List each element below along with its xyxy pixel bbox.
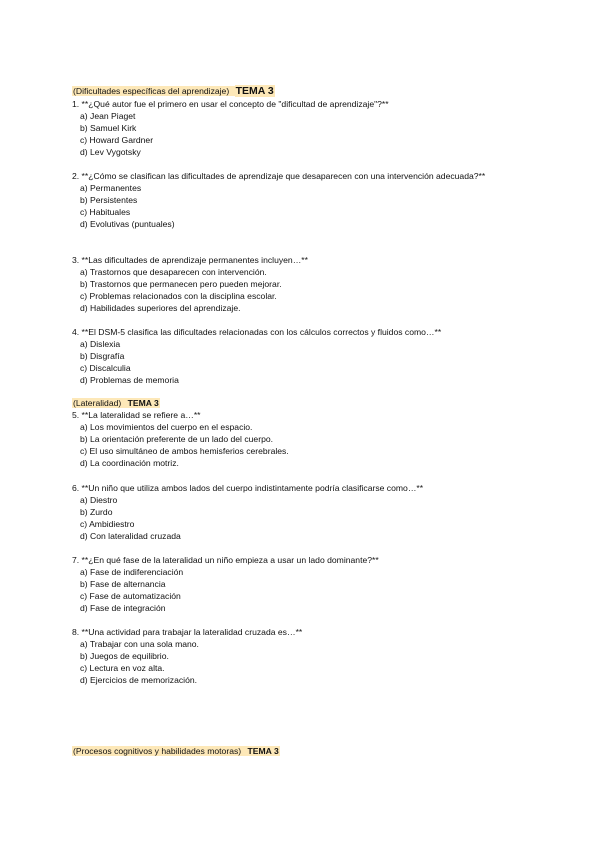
question-4 xyxy=(72,326,542,386)
answer-option: c) Problemas relacionados con la disciplina escolar. xyxy=(80,291,277,301)
answer-option: d) Evolutivas (puntuales) xyxy=(80,219,175,229)
answer-options xyxy=(72,338,542,386)
answer-option: b) Zurdo xyxy=(80,507,113,517)
answer-option: b) Disgrafía xyxy=(80,351,125,361)
answer-option: d) Con lateralidad cruzada xyxy=(80,531,181,541)
question-text: 6. **Un niño que utiliza ambos lados del cuerpo indistintamente podría clasificarse como…** xyxy=(72,483,424,493)
answer-option: d) Lev Vygotsky xyxy=(80,147,141,157)
question-text: 8. **Una actividad para trabajar la lateralidad cruzada es…** xyxy=(72,627,303,637)
answer-option: a) Diestro xyxy=(80,495,118,505)
answer-options xyxy=(72,182,542,230)
section-tema-label: TEMA 3 xyxy=(235,85,274,97)
answer-option: d) Ejercicios de memorización. xyxy=(80,675,198,685)
answer-options xyxy=(72,421,542,469)
answer-option: a) Trastornos que desaparecen con intervención. xyxy=(80,267,267,277)
section-heading-dificultades xyxy=(72,85,275,98)
section-heading-procesos xyxy=(72,745,280,758)
answer-option: b) Samuel Kirk xyxy=(80,123,137,133)
answer-option: c) Discalculia xyxy=(80,363,131,373)
question-3 xyxy=(72,254,542,314)
question-text: 7. **¿En qué fase de la lateralidad un niño empieza a usar un lado dominante?** xyxy=(72,555,379,565)
question-6 xyxy=(72,482,542,542)
answer-option: c) Lectura en voz alta. xyxy=(80,663,165,673)
section-heading-label: (Lateralidad) xyxy=(73,398,122,408)
answer-options xyxy=(72,266,542,314)
section-heading-label: (Procesos cognitivos y habilidades motoras) xyxy=(73,746,242,756)
answer-options xyxy=(72,494,542,542)
answer-option: d) Habilidades superiores del aprendizaje. xyxy=(80,303,241,313)
answer-option: d) La coordinación motriz. xyxy=(80,458,179,468)
answer-option: a) Jean Piaget xyxy=(80,111,136,121)
question-text: 3. **Las dificultades de aprendizaje permanentes incluyen…** xyxy=(72,255,308,265)
question-2 xyxy=(72,170,542,230)
answer-option: b) Trastornos que permanecen pero pueden mejorar. xyxy=(80,279,282,289)
section-heading-label: (Dificultades específicas del aprendizaje) xyxy=(73,86,230,96)
answer-option: b) La orientación preferente de un lado del cuerpo. xyxy=(80,434,274,444)
question-5 xyxy=(72,409,542,469)
answer-option: a) Fase de indiferenciación xyxy=(80,567,184,577)
answer-option: d) Fase de integración xyxy=(80,603,166,613)
answer-option: a) Permanentes xyxy=(80,183,142,193)
section-tema-label: TEMA 3 xyxy=(127,398,159,408)
answer-option: c) El uso simultáneo de ambos hemisferios cerebrales. xyxy=(80,446,289,456)
answer-option: b) Fase de alternancia xyxy=(80,579,166,589)
answer-options xyxy=(72,638,542,686)
question-text: 2. **¿Cómo se clasifican las dificultades de aprendizaje que desaparecen con una intervención adecuada?** xyxy=(72,171,486,181)
question-7 xyxy=(72,554,542,614)
section-tema-label: TEMA 3 xyxy=(247,746,279,756)
answer-option: a) Los movimientos del cuerpo en el espacio. xyxy=(80,422,253,432)
answer-option: b) Juegos de equilibrio. xyxy=(80,651,169,661)
answer-option: d) Problemas de memoria xyxy=(80,375,179,385)
answer-option: a) Dislexia xyxy=(80,339,121,349)
answer-options xyxy=(72,566,542,614)
question-text: 5. **La lateralidad se refiere a…** xyxy=(72,410,201,420)
answer-option: b) Persistentes xyxy=(80,195,138,205)
question-text: 4. **El DSM-5 clasifica las dificultades relacionadas con los cálculos correctos y fluidos como…** xyxy=(72,327,442,337)
question-1 xyxy=(72,98,542,158)
answer-options xyxy=(72,110,542,158)
answer-option: c) Howard Gardner xyxy=(80,135,154,145)
answer-option: c) Ambidiestro xyxy=(80,519,135,529)
question-8 xyxy=(72,626,542,686)
answer-option: c) Fase de automatización xyxy=(80,591,181,601)
question-text: 1. **¿Qué autor fue el primero en usar el concepto de "dificultad de aprendizaje"?** xyxy=(72,99,389,109)
answer-option: c) Habituales xyxy=(80,207,131,217)
answer-option: a) Trabajar con una sola mano. xyxy=(80,639,199,649)
